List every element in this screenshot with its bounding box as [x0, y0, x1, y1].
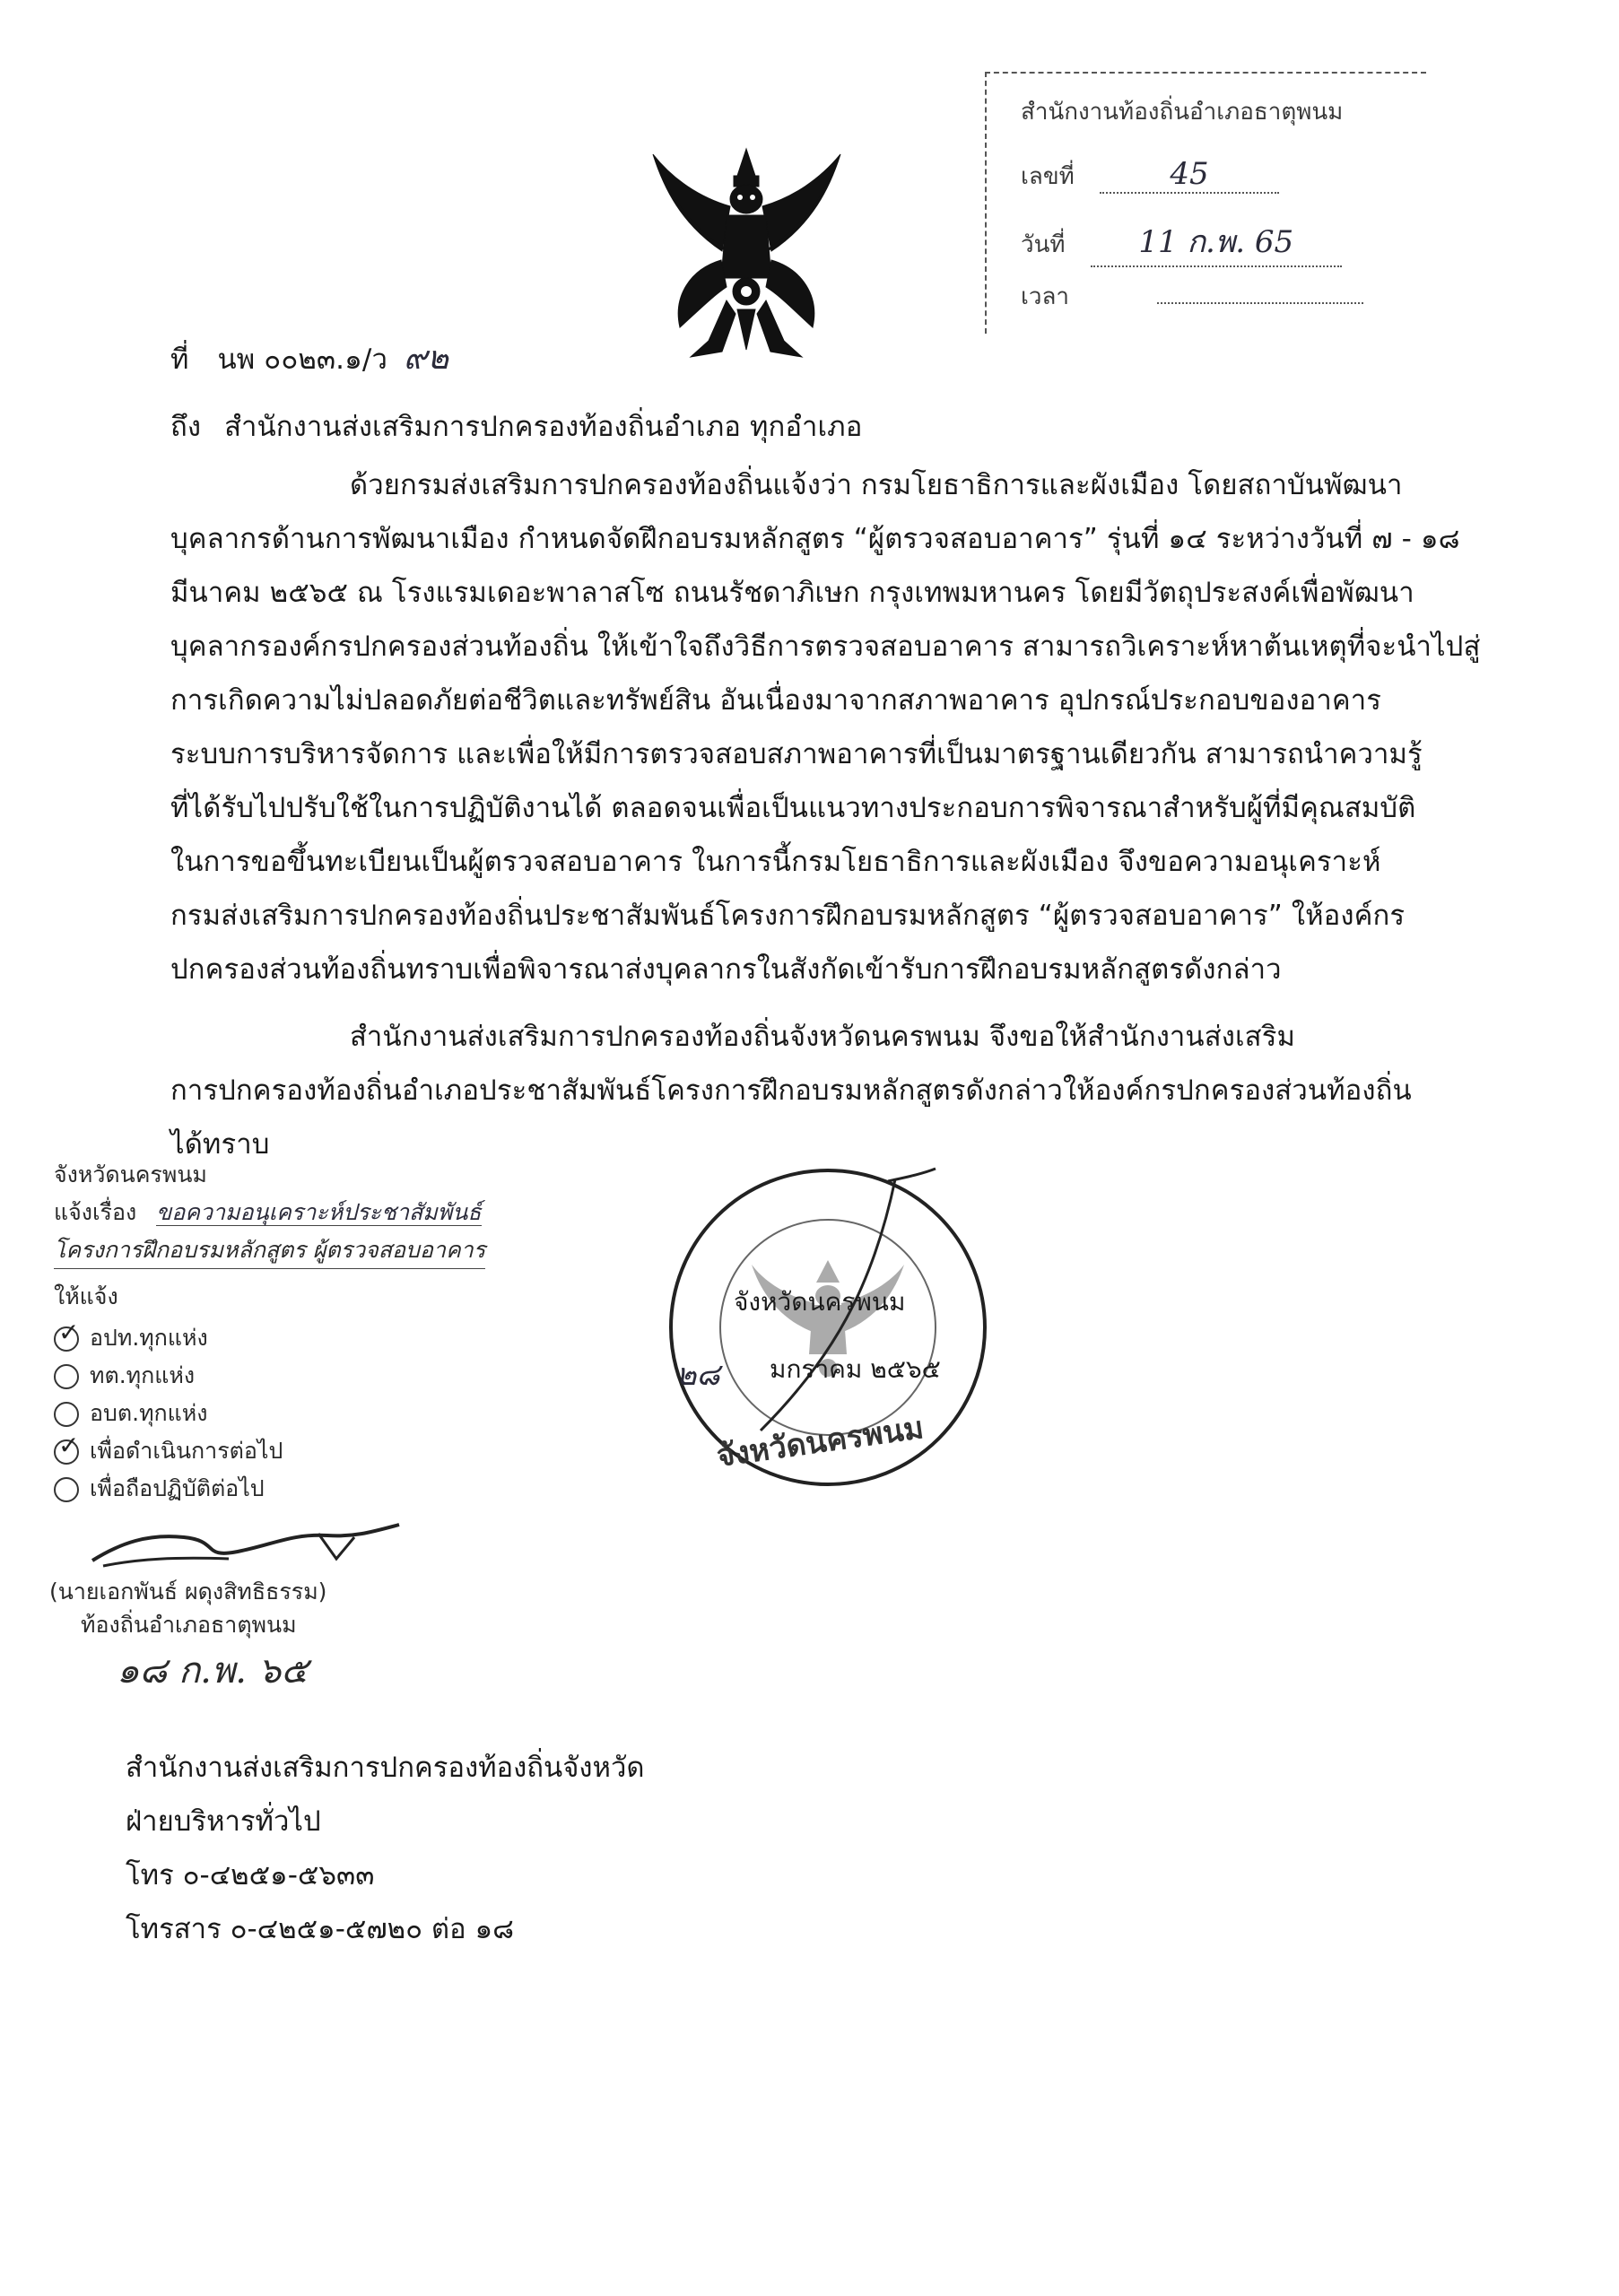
- para1-line: ด้วยกรมส่งเสริมการปกครองท้องถิ่นแจ้งว่า กรมโยธาธิการและผังเมือง โดยสถาบันพัฒนา: [350, 469, 1403, 501]
- ref-number: นพ ๐๐๒๓.๑/ว: [217, 344, 387, 376]
- note-option: [54, 1358, 195, 1394]
- doc-addressee: [170, 404, 862, 448]
- para2-line: ได้ทราบ: [170, 1128, 270, 1161]
- stamp-date-label: วันที่: [1021, 231, 1066, 258]
- para1-line: บุคลากรด้านการพัฒนาเมือง กำหนดจัดฝึกอบรมหลักสูตร “ผู้ตรวจสอบอาคาร” รุ่นที่ ๑๔ ระหว่างวันที่ ๗ - ๑๘: [170, 523, 1460, 555]
- para1-line: ที่ได้รับไปปรับใช้ในการปฏิบัติงานได้ ตลอดจนเพื่อเป็นแนวทางประกอบการพิจารณาสำหรับผู้ที่มีคุณสมบัติ: [170, 792, 1416, 824]
- signer-name: (นายเอกพันธ์ ผดุงสิทธิธรรม): [49, 1578, 327, 1605]
- seal-line1: จังหวัดนครพนม: [734, 1287, 906, 1317]
- stamp-date-row: [1021, 217, 1342, 267]
- stamp-number-row: [1021, 156, 1279, 195]
- stamp-time-label: เวลา: [1021, 283, 1070, 310]
- signature-icon: [85, 1507, 408, 1578]
- note-option: [54, 1433, 283, 1469]
- note-heading: จังหวัดนครพนม: [54, 1161, 207, 1187]
- to-value: สำนักงานส่งเสริมการปกครองท้องถิ่นอำเภอ ทุกอำเภอ: [224, 411, 863, 443]
- footer-section: ฝ่ายบริหารทั่วไป: [126, 1805, 321, 1838]
- garuda-emblem-icon: [637, 144, 857, 363]
- checkmark-icon: ✓: [58, 1318, 80, 1347]
- handwritten-date: ๑๘ ก.พ. ๖๕: [117, 1650, 309, 1692]
- checkbox-icon: [54, 1364, 79, 1389]
- footer-office: สำนักงานส่งเสริมการปกครองท้องถิ่นจังหวัด: [126, 1752, 645, 1784]
- para1-line: กรมส่งเสริมการปกครองท้องถิ่นประชาสัมพันธ์โครงการฝึกอบรมหลักสูตร “ผู้ตรวจสอบอาคาร” ให้องค์กร: [170, 900, 1406, 932]
- stamp-number-label: เลขที่: [1021, 163, 1075, 190]
- note-subject-line2: โครงการฝึกอบรมหลักสูตร ผู้ตรวจสอบอาคาร: [54, 1232, 485, 1269]
- note-option-label: ทต.ทุกแห่ง: [90, 1362, 196, 1388]
- stamp-office: สำนักงานท้องถิ่นอำเภอธาตุพนม: [1021, 99, 1344, 126]
- note-option-label: เพื่อถือปฏิบัติต่อไป: [90, 1475, 265, 1501]
- note-notify-label: ให้แจ้ง: [54, 1283, 118, 1309]
- to-label: ถึง: [170, 411, 202, 443]
- para2-line: การปกครองท้องถิ่นอำเภอประชาสัมพันธ์โครงการฝึกอบรมหลักสูตรดังกล่าวให้องค์กรปกครองส่วนท้องถิ่น: [170, 1074, 1412, 1107]
- stamp-date-value: 11 ก.พ. 65: [1138, 224, 1294, 260]
- signer-title: ท้องถิ่นอำเภอธาตุพนม: [81, 1612, 297, 1638]
- note-option-label: อปท.ทุกแห่ง: [90, 1325, 208, 1351]
- checkbox-icon: [54, 1402, 79, 1427]
- para1-line: การเกิดความไม่ปลอดภัยต่อชีวิตและทรัพย์สิน อันเนื่องมาจากสภาพอาคาร อุปกรณ์ประกอบของอาคาร: [170, 684, 1381, 717]
- para1-line: ระบบการบริหารจัดการ และเพื่อให้มีการตรวจสอบสภาพอาคารที่เป็นมาตรฐานเดียวกัน สามารถนำความรู้: [170, 738, 1423, 770]
- checkbox-icon: [54, 1477, 79, 1502]
- seal-ring-text: จังหวัดนครพนม: [714, 1410, 927, 1474]
- seal-date-month-year: มกราคม ๒๕๖๕: [770, 1354, 941, 1384]
- para1-line: ในการขอขึ้นทะเบียนเป็นผู้ตรวจสอบอาคาร ในการนี้กรมโยธาธิการและผังเมือง จึงขอความอนุเคราะห์: [170, 846, 1381, 878]
- note-option-label: อบต.ทุกแห่ง: [90, 1400, 208, 1426]
- footer-fax: โทรสาร ๐-๔๒๕๑-๕๗๒๐ ต่อ ๑๘: [126, 1913, 515, 1945]
- checkmark-icon: ✓: [58, 1431, 80, 1460]
- note-option: [54, 1471, 265, 1507]
- ref-label: ที่: [170, 344, 189, 376]
- para2-line: สำนักงานส่งเสริมการปกครองท้องถิ่นจังหวัดนครพนม จึงขอให้สำนักงานส่งเสริม: [350, 1021, 1295, 1053]
- seal-date-day: ๒๘: [676, 1357, 720, 1393]
- note-subject-row: [54, 1195, 482, 1231]
- note-subject-label: แจ้งเรื่อง: [54, 1199, 137, 1225]
- checkbox-icon: [54, 1431, 80, 1465]
- stamp-number-value: 45: [1170, 156, 1209, 192]
- note-option-label: เพื่อดำเนินการต่อไป: [90, 1438, 283, 1464]
- checkbox-icon: [54, 1318, 80, 1352]
- note-subject-line1: ขอความอนุเคราะห์ประชาสัมพันธ์: [156, 1199, 482, 1225]
- doc-reference: [170, 332, 448, 383]
- footer-tel: โทร ๐-๔๒๕๑-๕๖๓๓: [126, 1859, 375, 1892]
- para1-line: มีนาคม ๒๕๖๕ ณ โรงแรมเดอะพาลาสโซ ถนนรัชดาภิเษก กรุงเทพมหานคร โดยมีวัตถุประสงค์เพื่อพัฒนา: [170, 577, 1414, 609]
- ref-handwritten: ๙๒: [403, 340, 449, 377]
- para1-line: ปกครองส่วนท้องถิ่นทราบเพื่อพิจารณาส่งบุคลากรในสังกัดเข้ารับการฝึกอบรมหลักสูตรดังกล่าว: [170, 953, 1282, 986]
- note-option: [54, 1320, 208, 1356]
- official-seal: [662, 1161, 994, 1493]
- para1-line: บุคลากรองค์กรปกครองส่วนท้องถิ่น ให้เข้าใจถึงวิธีการตรวจสอบอาคาร สามารถวิเคราะห์หาต้นเหตุที่จะนำไปสู่: [170, 631, 1481, 663]
- received-stamp: [985, 72, 1426, 334]
- stamp-time-row: [1021, 278, 1363, 315]
- note-option: [54, 1396, 207, 1431]
